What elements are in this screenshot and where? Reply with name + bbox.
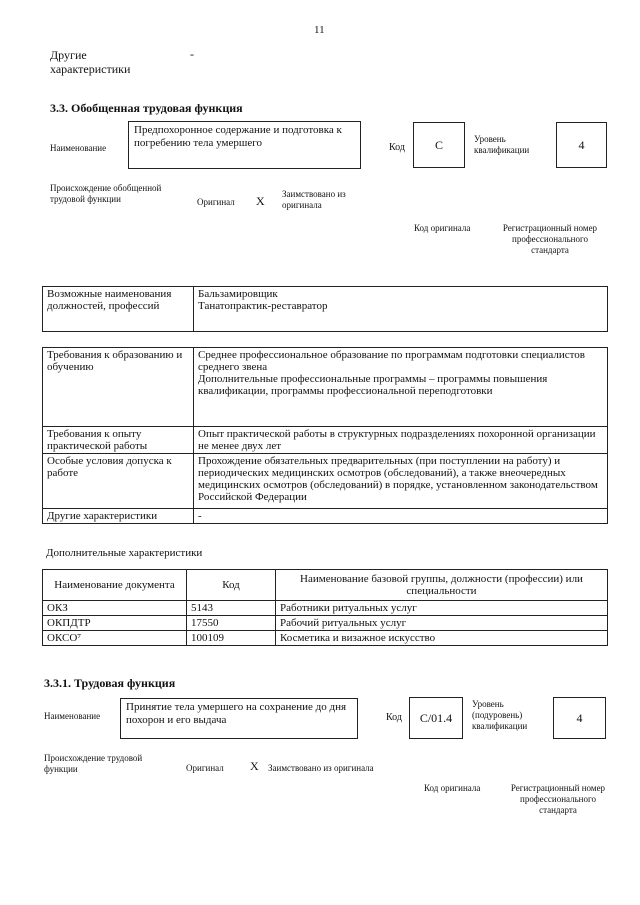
header-document: Наименование документа [43,570,187,601]
function-name-value: Предпохоронное содержание и подготовка к погребению тела умершего [134,124,342,149]
req-other-value: - [194,509,608,524]
reg-number-label: Регистрационный номер профессионального стандарта [502,223,598,255]
function-name-box [128,121,361,169]
tf-code-original-label: Код оригинала [424,783,481,793]
tf-name-box [120,698,358,739]
tf-reg-number-label: Регистрационный номер профессионального стандарта [510,783,606,815]
cell-code: 5143 [187,601,276,616]
tf-code-box [409,697,463,739]
cell-group: Косметика и визажное искусство [276,631,608,646]
tf-original-label: Оригинал [186,763,224,773]
position-item: Бальзамировщик [198,288,278,300]
table-row [43,601,608,616]
original-label: Оригинал [197,197,235,207]
positions-table [42,286,608,332]
cell-document: ОКСО⁷ [43,631,187,646]
cell-code: 100109 [187,631,276,646]
table-row [43,631,608,646]
req-experience-label: Требования к опыту практической работы [43,427,194,454]
tf-level-label: Уровень (подуровень) квалификации [472,699,528,731]
page-number: 11 [314,24,325,36]
tf-level-value: 4 [576,711,583,725]
tf-name-value: Принятие тела умершего на сохранение до дня похорон и его выдача [126,701,347,726]
header-code: Код [187,570,276,601]
original-mark: X [256,194,265,208]
subsection-heading: 3.3.1. Трудовая функция [44,676,176,690]
code-box [413,122,465,168]
code-original-label: Код оригинала [414,223,471,233]
tf-borrowed-label: Заимствовано из оригинала [268,763,374,773]
origin-label: Происхождение обобщенной трудовой функции [50,183,162,204]
positions-values [194,287,608,332]
req-conditions-value: Прохождение обязательных предварительных (при поступлении на работу) и периодических медицинских осмотров (обследований), а также внеочередных медицинских осмотров (обследований) в порядке, установленном законодательством Российской Федерации [194,454,608,509]
header-group: Наименование базовой группы, должности (профессии) или специальности [276,570,608,601]
tf-code-value: C/01.4 [419,711,453,725]
cell-group: Рабочий ритуальных услуг [276,616,608,631]
tf-original-mark: X [250,759,259,773]
req-experience-value: Опыт практической работы в структурных подразделениях похоронной организации не менее двух лет [194,427,608,454]
requirements-table [42,347,608,524]
cell-code: 17550 [187,616,276,631]
req-conditions-label: Особые условия допуска к работе [43,454,194,509]
req-other-label: Другие характеристики [43,509,194,524]
tf-level-box [553,697,606,739]
borrowed-label: Заимствовано из оригинала [282,189,346,210]
position-item: Танатопрактик-реставратор [198,300,328,312]
cell-group: Работники ритуальных услуг [276,601,608,616]
additional-table [42,569,608,646]
level-value: 4 [578,138,585,152]
additional-title: Дополнительные характеристики [46,547,203,559]
name-label: Наименование [50,143,107,153]
cell-document: ОКЗ [43,601,187,616]
other-characteristics-value: - [190,47,194,61]
table-row [43,616,608,631]
code-label: Код [389,142,405,153]
other-characteristics-label: Другие характеристики [50,48,131,76]
tf-origin-label: Происхождение трудовой функции [44,753,143,774]
section-heading: 3.3. Обобщенная трудовая функция [50,101,243,115]
req-education-value: Среднее профессиональное образование по программам подготовки специалистов среднего звена Дополнительные профессиональные программы – программы повышения квалификации, программы профессиональной переподготовки [194,348,608,427]
code-value: C [434,138,443,152]
tf-name-label: Наименование [44,711,101,721]
req-education-label: Требования к образованию и обучению [43,348,194,427]
level-box [556,122,607,168]
positions-label: Возможные наименования должностей, профессий [43,287,194,332]
cell-document: ОКПДТР [43,616,187,631]
level-label: Уровень квалификации [474,134,530,155]
tf-code-label: Код [386,712,402,723]
